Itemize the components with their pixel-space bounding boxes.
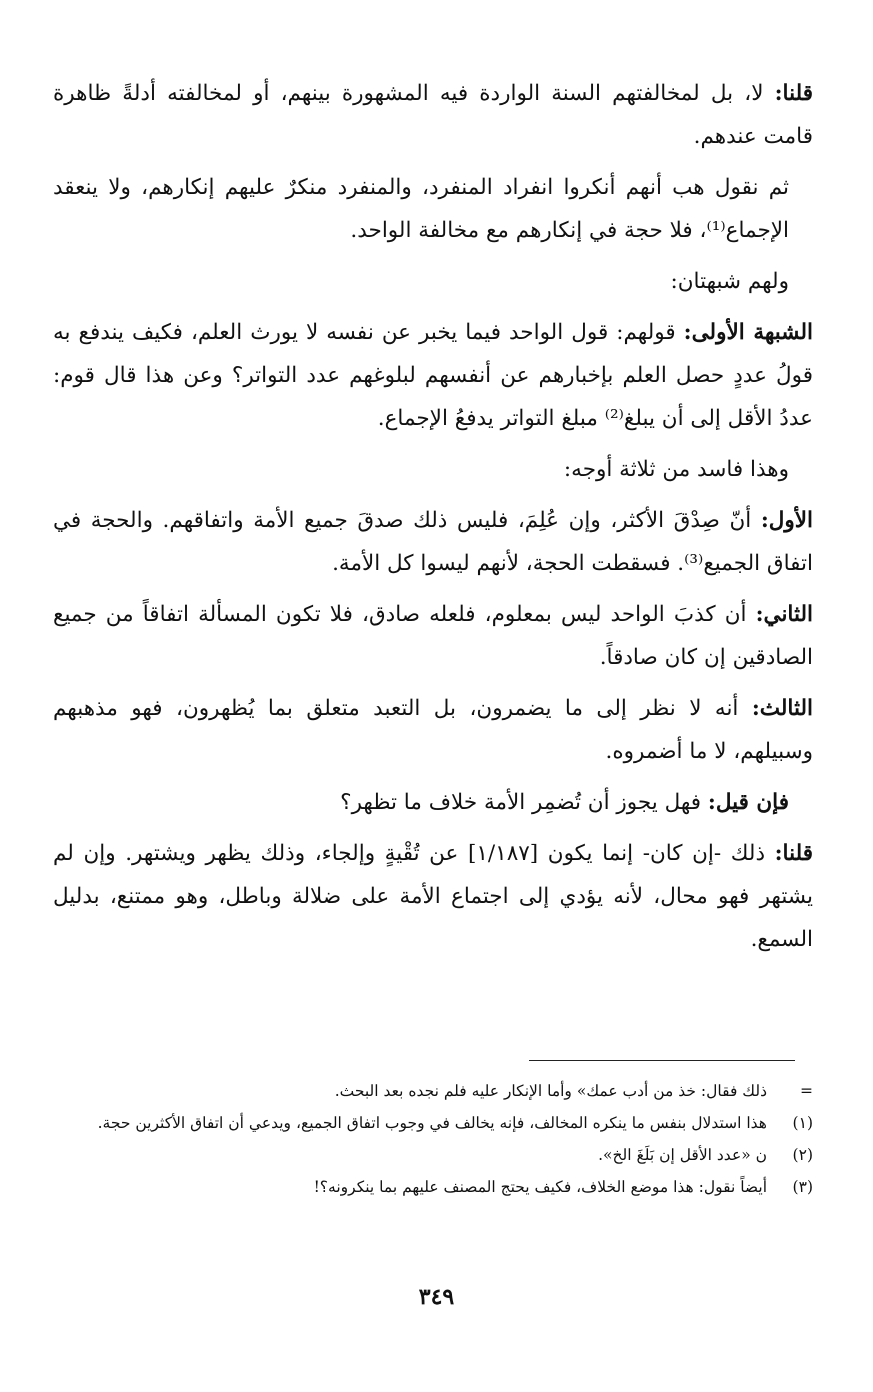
paragraph-9: [53, 781, 813, 824]
paragraph-text: ذلك -إن كان- إنما يكون [١/١٨٧] عن تُقْيةٍ وإلجاء، وذلك يظهر ويشتهر. وإن لم يشتهر فهو محال، لأنه يؤدي إلى اجتماع الأمة على ضلالة وباطل، وهو ممتنع، بدليل السمع.: [53, 841, 813, 952]
paragraph-3: [53, 260, 813, 303]
paragraph-8: [53, 687, 813, 773]
footnote-marker: (٢): [792, 1146, 813, 1164]
paragraph-text: فهل يجوز أن تُضمِر الأمة خلاف ما تظهر؟: [340, 790, 708, 815]
paragraph-text: أنه لا نظر إلى ما يضمرون، بل التعبد متعلق بما يُظهرون، فهو مذهبهم وسبيلهم، لا ما أضمروه.: [53, 696, 813, 764]
footnote-1: [55, 1108, 813, 1138]
paragraph-text: ثم نقول هب أنهم أنكروا انفراد المنفرد، والمنفرد منكرٌ عليهم إنكارهم، ولا ينعقد الإجماع⁽¹⁾، فلا حجة في إنكارهم مع مخالفة الواحد.: [53, 175, 789, 243]
paragraph-text: لا، بل لمخالفتهم السنة الواردة فيه المشهورة بينهم، أو لمخالفته أدلةً ظاهرة قامت عندهم.: [53, 81, 813, 149]
footnote-text: أيضاً نقول: هذا موضع الخلاف، فكيف يحتج المصنف عليهم بما ينكرونه؟!: [313, 1178, 767, 1196]
footnote-text: ن «عدد الأقل إن بَلَغَ الخ».: [598, 1146, 767, 1164]
paragraph-5: [53, 448, 813, 491]
page-number: ٣٤٩: [418, 1284, 455, 1310]
paragraph-text: أن كذبَ الواحد ليس بمعلوم، فلعله صادق، فلا تكون المسألة اتفاقاً من جميع الصادقين إن كان صادقاً.: [53, 602, 813, 670]
paragraph-lead: الثالث:: [751, 696, 813, 721]
paragraph-1: [53, 72, 813, 158]
main-text: [53, 72, 813, 969]
paragraph-4: [53, 311, 813, 440]
paragraph-10: [53, 832, 813, 961]
footnote-marker: (٣): [792, 1178, 813, 1196]
footnote-3: [55, 1172, 813, 1202]
paragraph-text: ولهم شبهتان:: [670, 269, 789, 294]
footnote-text: ذلك فقال: خذ من أدب عمك» وأما الإنكار عليه فلم نجده بعد البحث.: [334, 1082, 767, 1100]
footnote-marker: (١): [792, 1114, 813, 1132]
paragraph-7: [53, 593, 813, 679]
footnote-2: [55, 1140, 813, 1170]
paragraph-lead: قلنا:: [774, 841, 813, 866]
paragraph-lead: قلنا:: [774, 81, 813, 106]
paragraph-lead: الشبهة الأولى:: [683, 320, 813, 345]
paragraph-lead: فإن قيل:: [707, 790, 789, 815]
paragraph-lead: الثاني:: [755, 602, 813, 627]
footnote-divider: [529, 1060, 795, 1061]
paragraph-text: أنّ صِدْقَ الأكثر، وإن عُلِمَ، فليس ذلك صدقَ جميع الأمة واتفاقهم. والحجة في اتفاق الجميع⁽³⁾. فسقطت الحجة، لأنهم ليسوا كل الأمة.: [53, 508, 813, 576]
footnote-text: هذا استدلال بنفس ما ينكره المخالف، فإنه يخالف في وجوب اتفاق الجميع، ويدعي أن اتفاق الأكثرين حجة.: [97, 1114, 767, 1132]
footnote-marker: =: [800, 1082, 813, 1100]
paragraph-text: قولهم: قول الواحد فيما يخبر عن نفسه لا يورث العلم، فكيف يندفع به قولُ عددٍ حصل العلم بإخبارهم عن أنفسهم لبلوغهم عدد التواتر؟ وعن هذا قال قوم: عددُ الأقل إلى أن يبلغ⁽²⁾ مبلغ التواتر يدفعُ الإجماع.: [53, 320, 813, 431]
paragraph-2: [53, 166, 813, 252]
footnotes: [55, 1076, 813, 1204]
paragraph-text: وهذا فاسد من ثلاثة أوجه:: [563, 457, 789, 482]
paragraph-6: [53, 499, 813, 585]
footnote-continued: [55, 1076, 813, 1106]
paragraph-lead: الأول:: [760, 508, 813, 533]
